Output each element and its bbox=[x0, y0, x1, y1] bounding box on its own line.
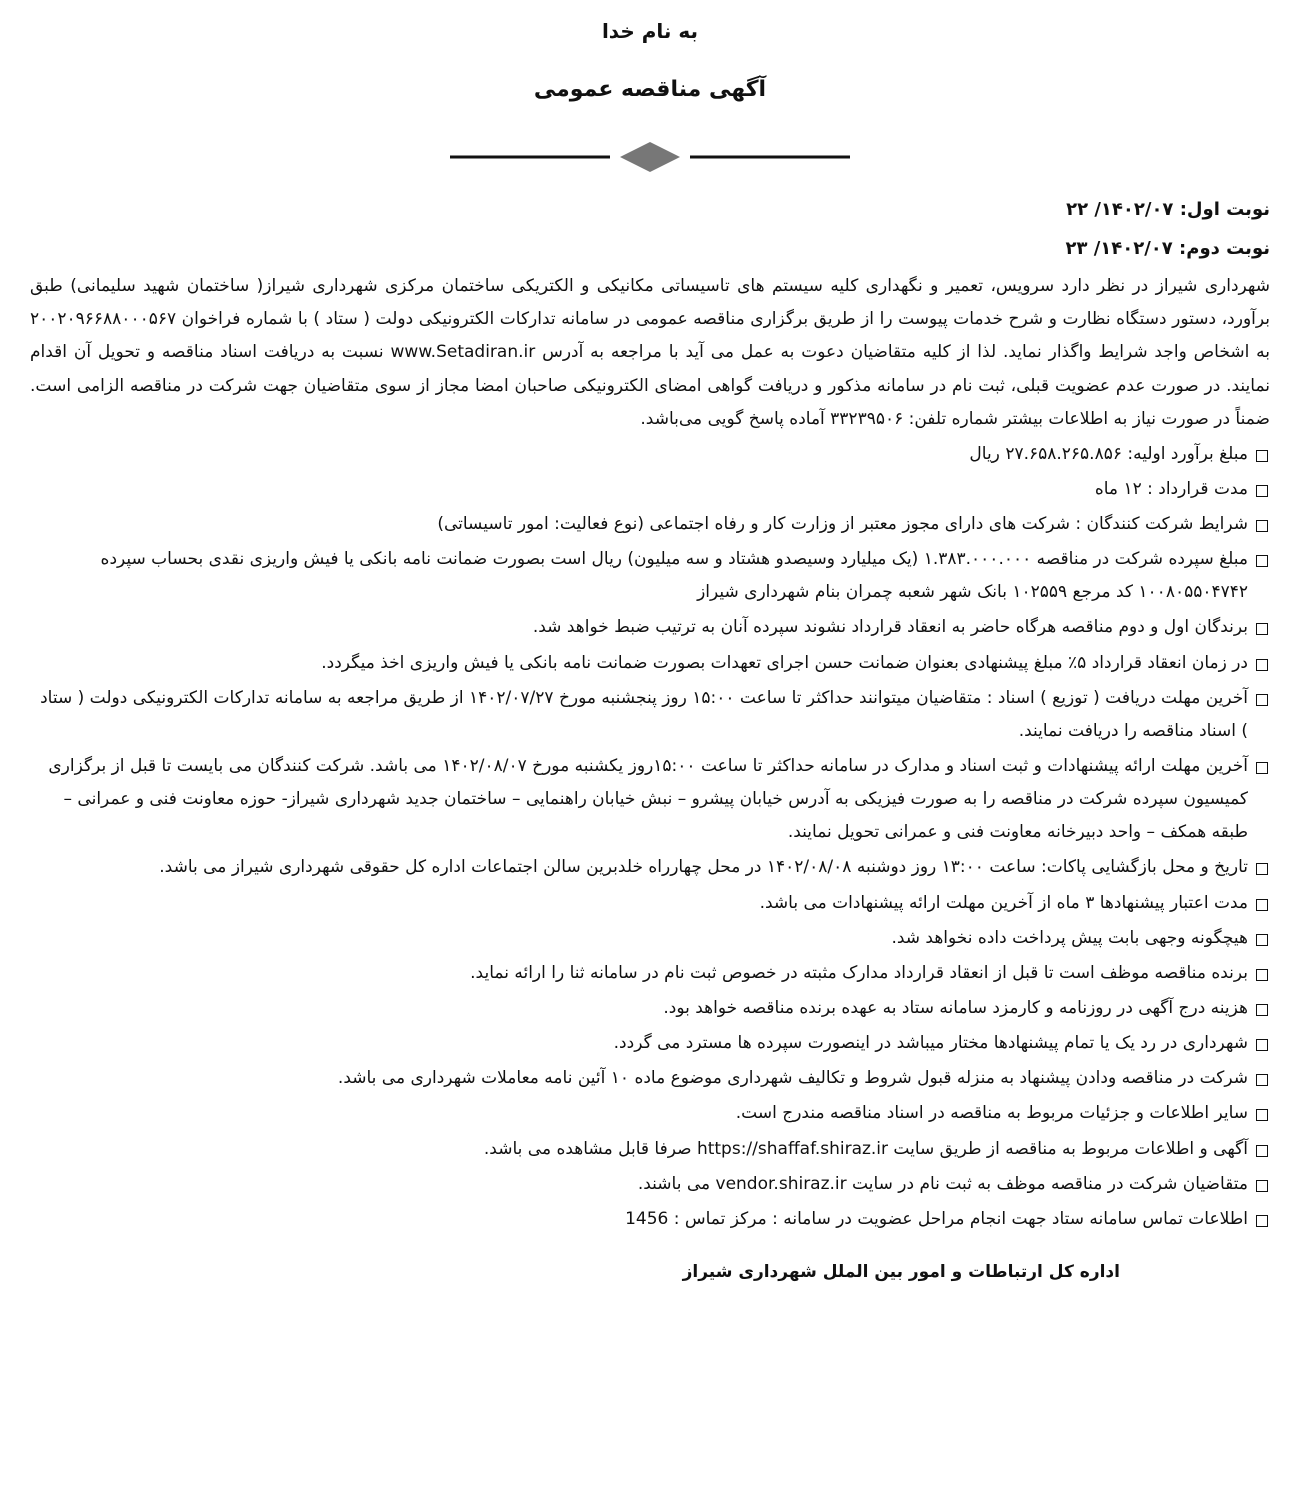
list-item: شرکت در مناقصه ودادن پیشنهاد به منزله قبول شروط و تکالیف شهرداری موضوع ماده ۱۰ آئین نامه معاملات شهرداری می باشد. bbox=[30, 1062, 1270, 1095]
list-item: سایر اطلاعات و جزئیات مربوط به مناقصه در اسناد مناقصه مندرج است. bbox=[30, 1097, 1270, 1130]
list-item: در زمان انعقاد قرارداد ۵٪ مبلغ پیشنهادی بعنوان ضمانت حسن اجرای تعهدات بصورت ضمانت نامه بانکی یا فیش واریزی اخذ میگردد. bbox=[30, 647, 1270, 680]
list-item: شهرداری در رد یک یا تمام پیشنهادها مختار میباشد در اینصورت سپرده ها مسترد می گردد. bbox=[30, 1027, 1270, 1060]
diamond-divider-icon bbox=[450, 140, 850, 174]
list-item: برنده مناقصه موظف است تا قبل از انعقاد قرارداد مدارک مثبته در خصوص ثبت نام در سامانه ثنا را ارائه نماید. bbox=[30, 957, 1270, 990]
list-item: برندگان اول و دوم مناقصه هرگاه حاضر به انعقاد قرارداد نشوند سپرده آنان به ترتیب ضبط خواهد شد. bbox=[30, 611, 1270, 644]
list-item: شرایط شرکت کنندگان : شرکت های دارای مجوز معتبر از وزارت کار و رفاه اجتماعی (نوع فعالیت: امور تاسیساتی) bbox=[30, 508, 1270, 541]
list-item: مبلغ برآورد اولیه: ۲۷.۶۵۸.۲۶۵.۸۵۶ ریال bbox=[30, 438, 1270, 471]
intro-paragraph: شهرداری شیراز در نظر دارد سرویس، تعمیر و نگهداری کلیه سیستم های تاسیساتی مکانیکی و الکتریکی ساختمان مرکزی شهرداری شیراز( ساختمان شهید سلیمانی) طبق برآورد، دستور دستگاه نظارت و شرح خدمات پیوست را از طریق برگزاری مناقصه عمومی در سامانه تدارکات الکترونیکی دولت ( ستاد ) با شماره فراخوان ۲۰۰۲۰۹۶۶۸۸۰۰۰۵۶۷ به اشخاص واجد شرایط واگذار نماید. لذا از کلیه متقاضیان دعوت به عمل می آید با مراجعه به آدرس www.Setadiran.ir نسبت به دریافت اسناد مناقصه و تحویل آن اقدام نمایند. در صورت عدم عضویت قبلی، ثبت نام در سامانه مذکور و دریافت گواهی امضای الکترونیکی صاحبان امضا مجاز از سوی متقاضیان جهت شرکت در مناقصه الزامی است. ضمناً در صورت نیاز به اطلاعات بیشتر شماره تلفن: ۳۳۲۳۹۵۰۶ آماده پاسخ گویی می‌باشد. bbox=[30, 276, 1270, 429]
list-item: متقاضیان شرکت در مناقصه موظف به ثبت نام در سایت vendor.shiraz.ir می باشند. bbox=[30, 1168, 1270, 1201]
page-title: آگهی مناقصه عمومی bbox=[533, 77, 767, 102]
list-item: مبلغ سپرده شرکت در مناقصه ۱.۳۸۳.۰۰۰.۰۰۰ (یک میلیارد وسیصدو هشتاد و سه میلیون) ریال است بصورت ضمانت نامه بانکی یا فیش واریزی نقدی بحساب سپرده ۱۰۰۸۰۵۵۰۴۷۴۲ کد مرجع ۱۰۲۵۵۹ بانک شهر شعبه چمران بنام شهرداری شیراز bbox=[30, 543, 1270, 609]
list-item: آخرین مهلت ارائه پیشنهادات و ثبت اسناد و مدارک در سامانه حداکثر تا ساعت ۱۵:۰۰روز یکشنبه مورخ ۱۴۰۲/۰۸/۰۷ می باشد. شرکت کنندگان می بایست تا قبل از برگزاری کمیسیون سپرده شرکت در مناقصه را به صورت فیزیکی به آدرس خیابان پیشرو – نبش خیابان راهنمایی – ساختمان جدید شهرداری شیراز- حوزه معاونت فنی و عمرانی – طبقه همکف – واحد دبیرخانه معاونت فنی و عمرانی تحویل نمایند. bbox=[30, 750, 1270, 849]
conditions-list bbox=[30, 438, 1270, 1236]
list-item: تاریخ و محل بازگشایی پاکات: ساعت ۱۳:۰۰ روز دوشنبه ۱۴۰۲/۰۸/۰۸ در محل چهارراه خلدبرین سالن اجتماعات اداره کل حقوقی شهرداری شیراز می باشد. bbox=[30, 851, 1270, 884]
list-item: هیچگونه وجهی بابت پیش پرداخت داده نخواهد شد. bbox=[30, 922, 1270, 955]
first-date: نوبت اول: ۱۴۰۲/۰۷/ ۲۲ bbox=[1066, 198, 1270, 220]
list-item: مدت اعتبار پیشنهادها ۳ ماه از آخرین مهلت ارائه پیشنهادات می باشد. bbox=[30, 887, 1270, 920]
list-item: هزینه درج آگهی در روزنامه و کارمزد سامانه ستاد به عهده برنده مناقصه خواهد بود. bbox=[30, 992, 1270, 1025]
list-item: اطلاعات تماس سامانه ستاد جهت انجام مراحل عضویت در سامانه : مرکز تماس : 1456 bbox=[30, 1203, 1270, 1236]
second-date: نوبت دوم: ۱۴۰۲/۰۷/ ۲۳ bbox=[1065, 237, 1270, 259]
list-item: آگهی و اطلاعات مربوط به مناقصه از طریق سایت https://shaffaf.shiraz.ir صرفا قابل مشاهده می باشد. bbox=[30, 1133, 1270, 1166]
list-item: مدت قرارداد : ۱۲ ماه bbox=[30, 473, 1270, 506]
basmala: به نام خدا bbox=[601, 19, 699, 43]
footer-signature: اداره کل ارتباطات و امور بین الملل شهرداری شیراز bbox=[682, 1262, 1120, 1283]
list-item: آخرین مهلت دریافت ( توزیع ) اسناد : متقاضیان میتوانند حداکثر تا ساعت ۱۵:۰۰ روز پنجشنبه مورخ ۱۴۰۲/۰۷/۲۷ از طریق مراجعه به سامانه تدارکات الکترونیکی دولت ( ستاد ) اسناد مناقصه را دریافت نمایند. bbox=[30, 682, 1270, 748]
